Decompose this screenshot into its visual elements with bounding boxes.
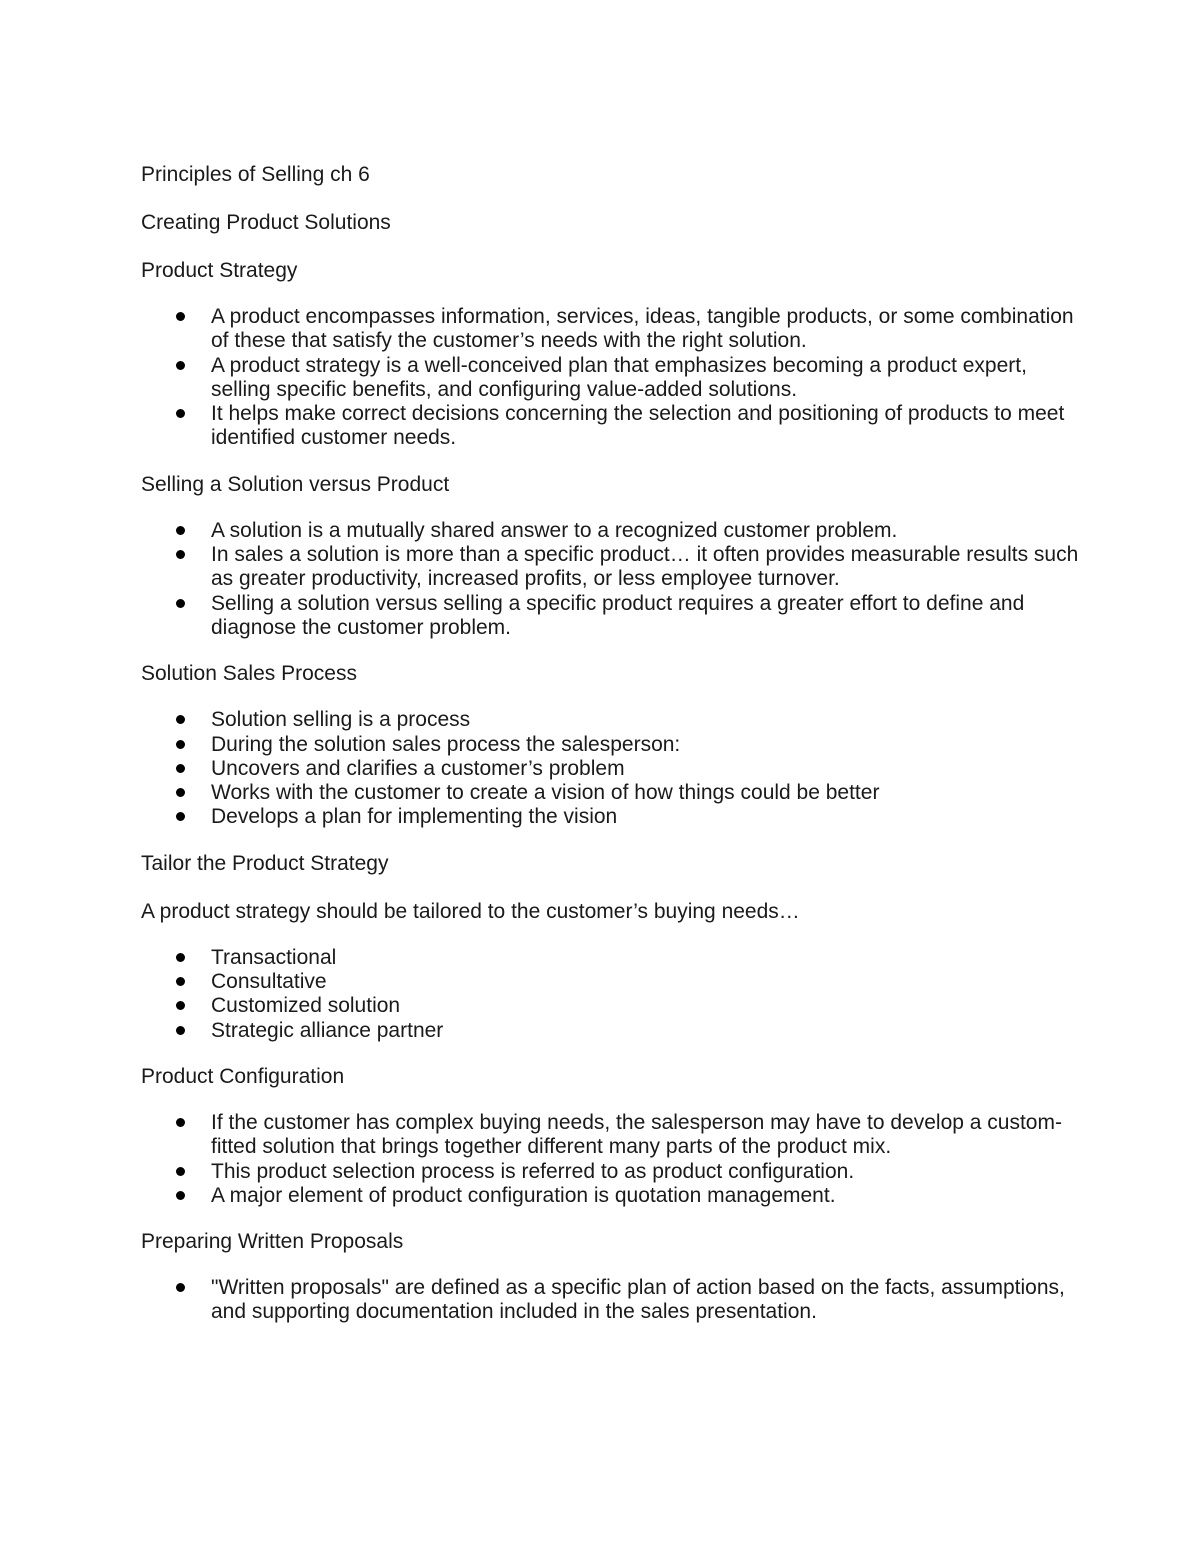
- list-item: [141, 519, 1081, 543]
- bullet-list-product-configuration: [141, 1111, 1081, 1208]
- list-item: [141, 1019, 1081, 1043]
- list-item-text: Consultative: [211, 970, 327, 994]
- list-item-text: In sales a solution is more than a specific product… it often provides measurable results such as greater productivity, increased profits, or less employee turnover.: [211, 543, 1079, 591]
- section-heading-tailor-product-strategy: Tailor the Product Strategy: [141, 851, 389, 875]
- bullet-icon: [176, 953, 185, 962]
- bullet-icon: [176, 1191, 185, 1200]
- list-item: [141, 592, 1081, 641]
- list-item: [141, 757, 1081, 781]
- bullet-icon: [176, 812, 185, 821]
- bullet-list-written-proposals: [141, 1276, 1081, 1325]
- list-item-text: A solution is a mutually shared answer to a recognized customer problem.: [211, 518, 898, 542]
- bullet-icon: [176, 409, 185, 418]
- list-item: [141, 305, 1081, 354]
- document-body: [141, 161, 1081, 1345]
- list-item: [141, 1160, 1081, 1184]
- bullet-icon: [176, 1167, 185, 1176]
- bullet-icon: [176, 715, 185, 724]
- list-item-text: A product encompasses information, services, ideas, tangible products, or some combination of these that satisfy the customer’s needs with the right solution.: [211, 305, 1074, 353]
- list-item: [141, 543, 1081, 592]
- document-title: Principles of Selling ch 6: [141, 163, 370, 186]
- bullet-icon: [176, 1118, 185, 1127]
- list-item-text: Customized solution: [211, 994, 401, 1018]
- list-item: [141, 354, 1081, 403]
- list-item-text: Transactional: [211, 945, 337, 969]
- list-item: [141, 1184, 1081, 1208]
- list-item-text: Selling a solution versus selling a specific product requires a greater effort to define and diagnose the customer problem.: [211, 591, 1025, 639]
- list-item: [141, 994, 1081, 1018]
- bullet-icon: [176, 764, 185, 773]
- list-item-text: A product strategy is a well-conceived plan that emphasizes becoming a product expert, selling specific benefits, and configuring value-added solutions.: [211, 353, 1027, 401]
- bullet-list-selling-solution: [141, 519, 1081, 640]
- bullet-icon: [176, 1001, 185, 1010]
- list-item-text: Uncovers and clarifies a customer’s problem: [211, 756, 625, 780]
- bullet-list-tailor-product-strategy: [141, 946, 1081, 1043]
- list-item-text: During the solution sales process the salesperson:: [211, 732, 681, 756]
- list-item-text: Solution selling is a process: [211, 708, 471, 732]
- list-item: [141, 708, 1081, 732]
- list-item-text: This product selection process is referred to as product configuration.: [211, 1159, 855, 1183]
- section-heading-product-configuration: Product Configuration: [141, 1064, 345, 1088]
- bullet-icon: [176, 550, 185, 559]
- list-item: [141, 402, 1081, 451]
- list-item: [141, 970, 1081, 994]
- bullet-list-product-strategy: [141, 305, 1081, 451]
- list-item-text: A major element of product configuration is quotation management.: [211, 1183, 836, 1207]
- bullet-icon: [176, 977, 185, 986]
- list-item: [141, 781, 1081, 805]
- bullet-icon: [176, 740, 185, 749]
- bullet-list-solution-sales-process: [141, 708, 1081, 829]
- section-heading-written-proposals: Preparing Written Proposals: [141, 1230, 404, 1254]
- list-item: [141, 946, 1081, 970]
- section-intro-tailor-product-strategy: A product strategy should be tailored to the customer’s buying needs…: [141, 899, 800, 923]
- bullet-icon: [176, 599, 185, 608]
- list-item-text: Works with the customer to create a vision of how things could be better: [211, 781, 880, 805]
- section-heading-selling-solution: Selling a Solution versus Product: [141, 472, 450, 496]
- list-item-text: Develops a plan for implementing the vision: [211, 805, 618, 829]
- bullet-icon: [176, 1026, 185, 1035]
- list-item-text: Strategic alliance partner: [211, 1018, 444, 1042]
- section-heading-solution-sales-process: Solution Sales Process: [141, 662, 357, 686]
- bullet-icon: [176, 361, 185, 370]
- list-item-text: If the customer has complex buying needs, the salesperson may have to develop a custom-fitted solution that brings together different many parts of the product mix.: [211, 1110, 1062, 1159]
- list-item-text: "Written proposals" are defined as a specific plan of action based on the facts, assumptions, and supporting documentation included in the sales presentation.: [211, 1276, 1065, 1324]
- list-item: [141, 1276, 1081, 1325]
- section-heading-product-strategy: Product Strategy: [141, 259, 298, 282]
- bullet-icon: [176, 526, 185, 535]
- list-item: [141, 805, 1081, 829]
- bullet-icon: [176, 788, 185, 797]
- bullet-icon: [176, 1283, 185, 1292]
- list-item: [141, 733, 1081, 757]
- document-subtitle: Creating Product Solutions: [141, 211, 391, 234]
- list-item-text: It helps make correct decisions concerning the selection and positioning of products to meet identified customer needs.: [211, 402, 1065, 450]
- list-item: [141, 1111, 1081, 1160]
- bullet-icon: [176, 312, 185, 321]
